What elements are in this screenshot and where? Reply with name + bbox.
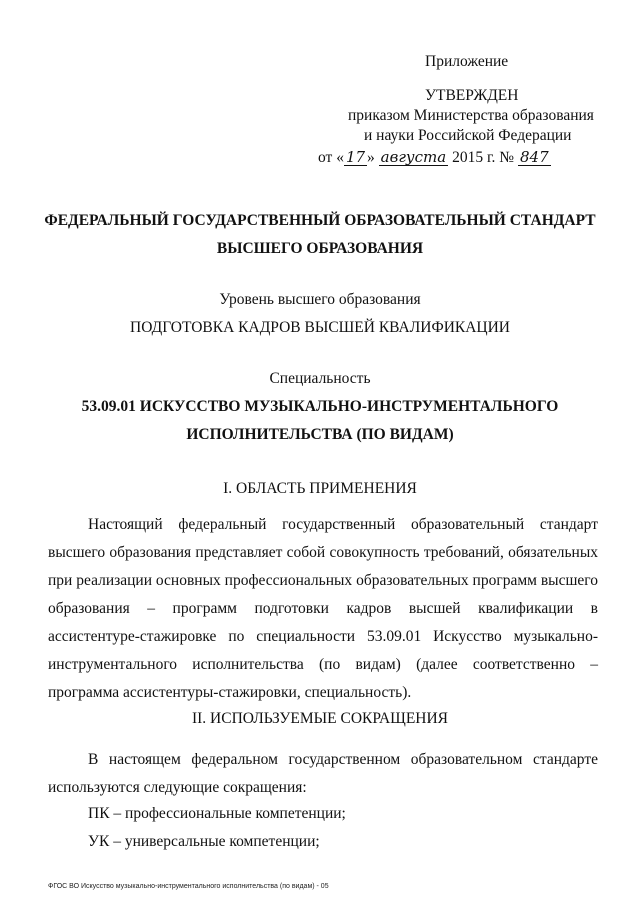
date-mid: » (367, 149, 375, 166)
handwritten-number: 847 (519, 148, 549, 166)
order-line-2: и науки Российской Федерации (364, 127, 572, 144)
handwritten-day: 17 (345, 148, 366, 166)
section-2-heading: II. ИСПОЛЬЗУЕМЫЕ СОКРАЩЕНИЯ (191, 710, 449, 727)
document-title-line-1: ФЕДЕРАЛЬНЫЙ ГОСУДАРСТВЕННЫЙ ОБРАЗОВАТЕЛЬНЫЙ СТАНДАРТ (44, 212, 596, 229)
section-2-paragraph: В настоящем федеральном государственном образовательном стандарте используются следующие сокращения: (48, 751, 598, 796)
specialty-title-line-1: 53.09.01 ИСКУССТВО МУЗЫКАЛЬНО-ИНСТРУМЕНТАЛЬНОГО (81, 398, 559, 415)
document-title-line-2: ВЫСШЕГО ОБРАЗОВАНИЯ (216, 240, 424, 257)
abbreviation-item: ПК – профессиональные компетенции; (88, 805, 346, 822)
order-year: 2015 г. № (452, 149, 515, 166)
order-line-1: приказом Министерства образования (348, 107, 594, 124)
approved-label: УТВЕРЖДЕН (425, 87, 519, 104)
education-level-value: ПОДГОТОВКА КАДРОВ ВЫСШЕЙ КВАЛИФИКАЦИИ (130, 319, 510, 336)
appendix-label: Приложение (425, 53, 509, 70)
handwritten-month: августа (380, 148, 447, 166)
page-footer: ФГОС ВО Искусство музыкально-инструментального исполнительства (по видам) - 05 (48, 883, 329, 890)
abbreviation-item: УК – универсальные компетенции; (88, 833, 320, 850)
specialty-title-line-2: ИСПОЛНИТЕЛЬСТВА (ПО ВИДАМ) (186, 426, 454, 443)
section-1-heading: I. ОБЛАСТЬ ПРИМЕНЕНИЯ (223, 480, 417, 497)
specialty-label: Специальность (269, 370, 371, 387)
education-level-label: Уровень высшего образования (219, 291, 421, 308)
section-1-paragraph: Настоящий федеральный государственный образовательный стандарт высшего образования представляет собой совокупность требований, обязательных при реализации основных профессиональных образовательных программ высшего образования – программ подготовки кадров высшей квалификации в ассистентуре-стажировке по специальности 53.09.01 Искусство музыкально-инструментального исполнительства (по видам) (далее соответственно – программа ассистентуры-стажировки, специальность). (48, 516, 598, 701)
order-date-line (318, 148, 551, 168)
date-prefix: от « (318, 149, 344, 166)
